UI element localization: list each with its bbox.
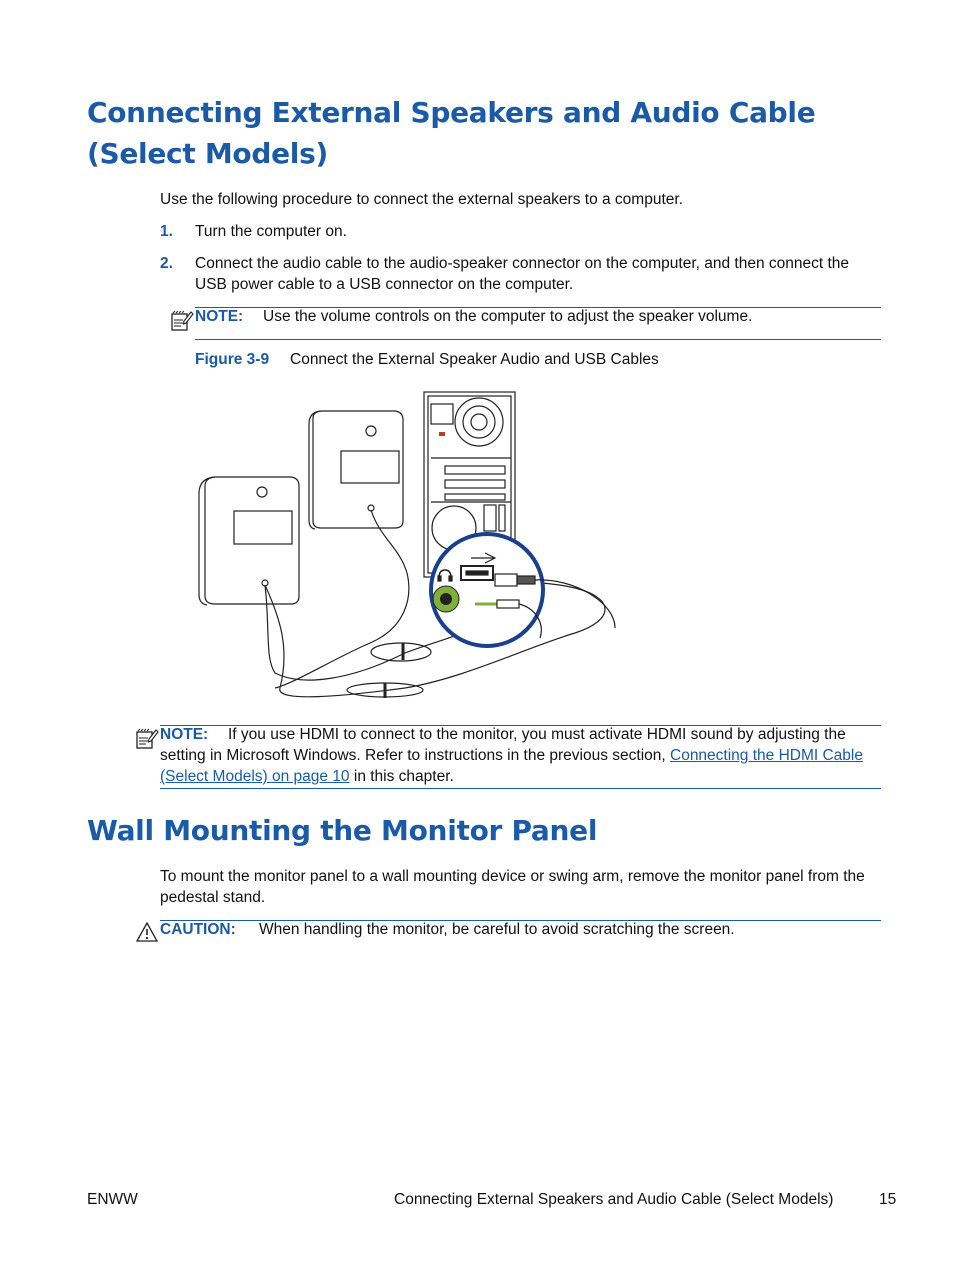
note2-line2	[160, 745, 863, 766]
caution-icon	[136, 922, 158, 947]
note2-label: NOTE:	[160, 726, 209, 743]
section-title-line2: (Select Models)	[87, 137, 328, 170]
footer-center: Connecting External Speakers and Audio Cable (Select Models)	[394, 1191, 834, 1208]
section-title-line1: Connecting External Speakers and Audio Cable	[87, 96, 816, 129]
footer-left: ENWW	[87, 1191, 138, 1208]
section2-title: Wall Mounting the Monitor Panel	[87, 814, 598, 847]
note-icon	[135, 727, 159, 756]
intro-text: Use the following procedure to connect the external speakers to a computer.	[160, 191, 683, 208]
page-number: 15	[879, 1191, 897, 1208]
note2-bottom-rule	[160, 788, 881, 789]
section2-para-line1: To mount the monitor panel to a wall mounting device or swing arm, remove the monitor panel from the	[160, 868, 865, 885]
figure-caption: Connect the External Speaker Audio and USB Cables	[290, 351, 659, 368]
note-icon	[170, 309, 194, 338]
step-2-number: 2.	[160, 255, 173, 272]
note1-label: NOTE:	[195, 308, 244, 325]
note1-text: Use the volume controls on the computer to adjust the speaker volume.	[263, 308, 753, 325]
step-2-text-line1: Connect the audio cable to the audio-speaker connector on the computer, and then connect the	[195, 255, 850, 272]
note1-bottom-rule	[195, 339, 881, 340]
step-1-number: 1.	[160, 223, 173, 240]
figure-label: Figure 3-9	[195, 351, 270, 368]
note2-line3	[160, 766, 454, 787]
caution-label: CAUTION:	[160, 921, 236, 938]
section2-para-line2: pedestal stand.	[160, 889, 266, 906]
hdmi-cable-link-page[interactable]: (Select Models) on page 10	[160, 768, 350, 785]
hdmi-cable-link[interactable]: Connecting the HDMI Cable	[670, 747, 863, 764]
caution-text: When handling the monitor, be careful to avoid scratching the screen.	[259, 921, 735, 938]
note2-line2-text: setting in Microsoft Windows. Refer to instructions in the previous section,	[160, 747, 666, 764]
note2-line1: If you use HDMI to connect to the monitor, you must activate HDMI sound by adjusting the	[228, 726, 846, 743]
note2-line3-tail: in this chapter.	[353, 768, 454, 785]
step-1-text: Turn the computer on.	[195, 223, 347, 240]
speaker-cable-illustration	[195, 388, 625, 715]
step-2-text-line2: USB power cable to a USB connector on the computer.	[195, 276, 574, 293]
